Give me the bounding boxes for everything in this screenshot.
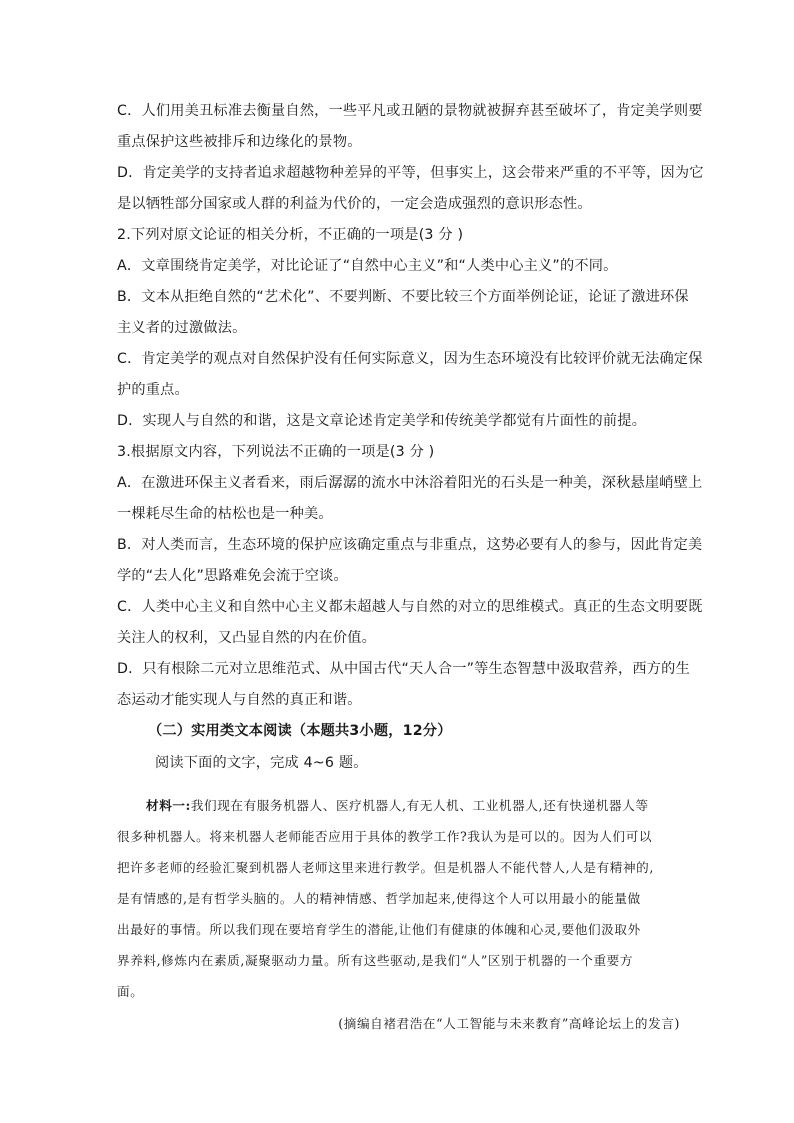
q2-option-b-line-1: B．文本从拒绝自然的“艺术化”、不要判断、不要比较三个方面举例论证，论证了激进环保	[117, 289, 689, 305]
q2-option-c-line-2: 护的重点。	[117, 382, 189, 398]
option-c-line-1: C．人们用美丑标准去衡量自然，一些平凡或丑陋的景物就被摒弃甚至破坏了，肯定美学则要	[117, 103, 703, 119]
option-c-line-2: 重点保护这些被排斥和边缘化的景物。	[117, 134, 362, 150]
material-label: 材料一:	[146, 798, 191, 813]
reading-instruction: 阅读下面的文字，完成 4~6 题。	[155, 755, 368, 771]
q2-option-d: D．实现人与自然的和谐，这是文章论述肯定美学和传统美学都觉有片面性的前提。	[117, 413, 647, 429]
q3-option-a-line-1: A．在激进环保主义者看来，雨后潺潺的流水中沐浴着阳光的石头是一种美，深秋悬崖峭壁上	[117, 475, 703, 491]
q2-option-c-line-1: C．肯定美学的观点对自然保护没有任何实际意义，因为生态环境没有比较评价就无法确定保	[117, 351, 703, 367]
material-line-5: 出最好的事情。所以我们现在要培育学生的潜能,让他们有健康的体魄和心灵,要他们汲取外	[117, 922, 641, 937]
material-line-7: 面。	[117, 984, 144, 999]
q2-option-b-line-2: 主义者的过激做法。	[117, 320, 247, 336]
option-d-line-1: D．肯定美学的支持者追求超越物种差异的平等，但事实上，这会带来严重的不平等，因为它	[117, 165, 704, 181]
material-line-6: 界养料,修炼内在素质,凝聚驱动力量。所有这些驱动,是我们“人”区别于机器的一个重要方	[117, 953, 634, 968]
option-d-line-2: 是以牺牲部分国家或人群的利益为代价的，一定会造成强烈的意识形态性。	[117, 196, 592, 212]
question-3: 3.根据原文内容，下列说法不正确的一项是(3 分 )	[117, 444, 435, 460]
q3-option-a-line-2: 一棵耗尽生命的枯松也是一种美。	[117, 506, 333, 522]
q3-option-d-line-2: 态运动才能实现人与自然的真正和谐。	[117, 692, 362, 708]
q3-option-c-line-2: 关注人的权利，又凸显自然的内在价值。	[117, 630, 376, 646]
material-source: (摘编自褚君浩在“人工智能与未来教育”高峰论坛上的发言)	[338, 1016, 680, 1031]
q3-option-d-line-1: D．只有根除二元对立思维范式、从中国古代“天人合一”等生态智慧中汲取营养，西方的生	[117, 661, 690, 677]
material-line-1: 材料一:我们现在有服务机器人、医疗机器人,有无人机、工业机器人,还有快递机器人等	[146, 798, 649, 813]
section-title: （二）实用类文本阅读（本题共3小题，12分）	[148, 723, 452, 739]
q3-option-b-line-2: 学的“去人化”思路难免会流于空谈。	[117, 568, 348, 584]
material-line-2: 很多种机器人。将来机器人老师能否应用于具体的教学工作?我认为是可以的。因为人们可以	[117, 829, 653, 844]
material-line-3: 把许多老师的经验汇聚到机器人老师这里来进行教学。但是机器人不能代替人,人是有精神的,	[117, 860, 654, 875]
material-line-4: 是有情感的,是有哲学头脑的。人的精神情感、哲学加起来,使得这个人可以用最小的能量做	[117, 891, 641, 906]
question-2: 2.下列对原文论证的相关分析，不正确的一项是(3 分 )	[117, 227, 464, 243]
q2-option-a: A．文章围绕肯定美学，对比论证了“自然中心主义”和“人类中心主义”的不同。	[117, 258, 618, 274]
q3-option-c-line-1: C．人类中心主义和自然中心主义都未超越人与自然的对立的思维模式。真正的生态文明要既	[117, 599, 703, 615]
q3-option-b-line-1: B．对人类而言，生态环境的保护应该确定重点与非重点，这势必要有人的参与，因此肯定美	[117, 537, 703, 553]
